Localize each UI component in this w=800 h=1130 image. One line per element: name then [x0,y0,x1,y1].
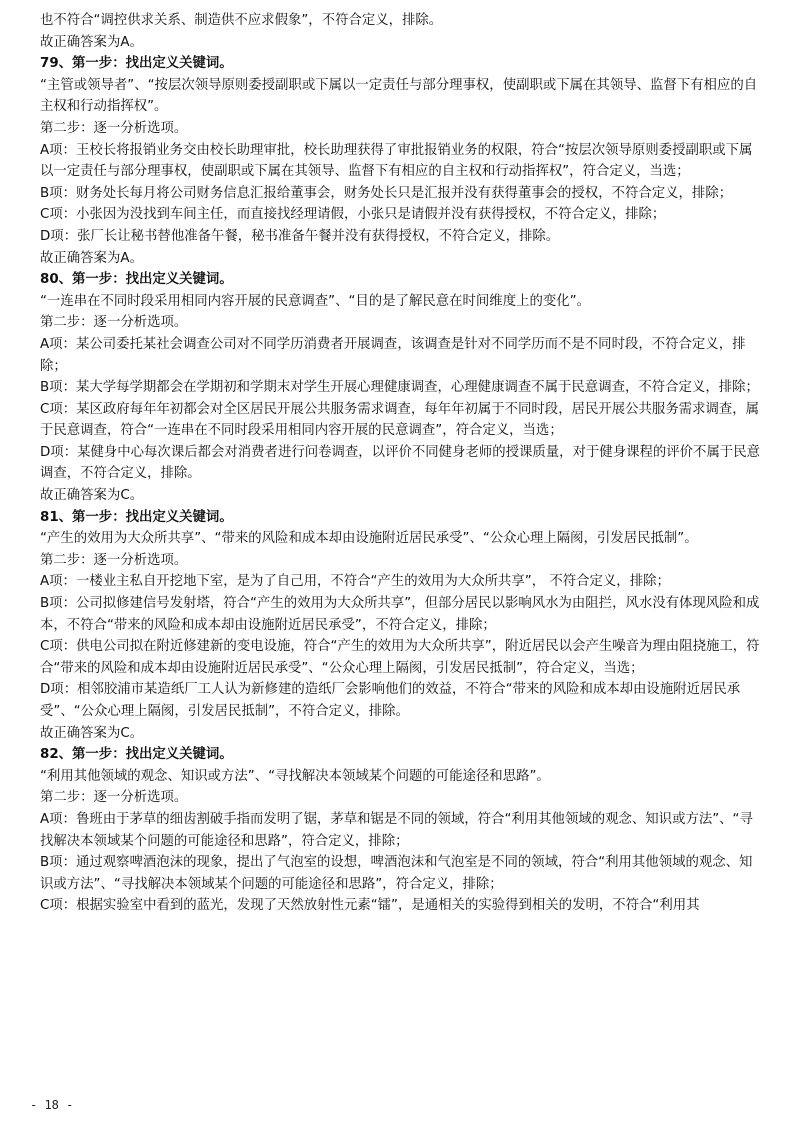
question-heading-text: 、第一步：找出定义关键词。 [58,747,233,763]
paragraph: D项：某健身中心每次课后都会对消费者进行问卷调查，以评价不同健身老师的授课质量，对于健身课程的评价不属于民意调查，不符合定义，排除。 [40,444,761,482]
paragraph: B项：某大学每学期都会在学期初和学期末对学生开展心理健康调查，心理健康调查不属于民意调查，不符合定义，排除； [40,380,759,396]
paragraph: A项：某公司委托某社会调查公司对不同学历消费者开展调查，该调查是针对不同学历而不是不同时段，不符合定义，排除； [40,336,746,374]
paragraph: D项：张厂长让秘书替他准备午餐，秘书准备午餐并没有获得授权，不符合定义，排除。 [40,228,560,244]
question-heading-text: 、第一步：找出定义关键词。 [58,272,233,288]
paragraph: B项：公司拟修建信号发射塔，符合“产生的效用为大众所共享”，但部分居民以影响风水为由阻拦，风水没有体现风险和成本，不符合“带来的风险和成本却由设施附近居民承受”，不符合定义，排除； [40,596,760,633]
paragraph: B项：通过观察啤酒泡沫的现象，提出了气泡室的设想，啤酒泡沫和气泡室是不同的领域，符合“利用其他领域的观念、知识或方法”、“寻找解决本领域某个问题的可能途径和思路”，符合定义，排除； [40,855,753,892]
paragraph: A项：王校长将报销业务交由校长助理审批，校长助理获得了审批报销业务的权限，符合“按层次领导原则委授副职或下属以一定责任与部分理事权，使副职或下属在其领导、监督下有相应的自主权和行动指挥权”，符合定义，当选； [40,142,753,180]
paragraph: 也不符合“调控供求关系、制造供不应求假象”，不符合定义，排除。 [40,13,443,28]
paragraph: C项：根据实验室中看到的蓝光，发现了天然放射性元素“镭”，是通相关的实验得到相关的发明，不符合“利用其 [40,898,700,914]
paragraph: 第二步：逐一分析选项。 [40,120,188,136]
question-heading-text: 、第一步：找出定义关键词。 [58,56,233,72]
question-heading [40,53,764,75]
question-heading [40,507,764,529]
paragraph: 故正确答案为A。 [40,34,143,50]
paragraph: 第二步：逐一分析选项。 [40,552,188,568]
page-number: - 18 - [30,1098,74,1112]
paragraph: “主管或领导者”、“按层次领导原则委授副职或下属以一定责任与部分理事权，使副职或下属在其领导、监督下有相应的自主权和行动指挥权”。 [40,77,758,115]
paragraph: C项：某区政府每年年初都会对全区居民开展公共服务需求调查，每年年初属于不同时段，居民开展公共服务需求调查，属于民意调查，符合“一连串在不同时段采用相同内容开展的民意调查”，符合定义，当选； [40,401,760,439]
paragraph: “产生的效用为大众所共享”、“带来的风险和成本却由设施附近居民承受”、“公众心理上隔阂，引发居民抵制”。 [40,531,698,547]
paragraph: “一连串在不同时段采用相同内容开展的民意调查”、“目的是了解民意在时间维度上的变化”。 [40,293,590,309]
paragraph: B项：财务处长每月将公司财务信息汇报给董事会，财务处长只是汇报并没有获得董事会的授权，不符合定义，排除； [40,185,733,201]
question-number: 79 [40,56,59,72]
paragraph: “利用其他领域的观念、知识或方法”、“寻找解决本领域某个问题的可能途径和思路”。 [40,768,550,784]
question-heading-text: 、第一步：找出定义关键词。 [58,509,233,525]
paragraph: 第二步：逐一分析选项。 [40,790,188,806]
paragraph: C项：小张因为没找到车间主任，而直接找经理请假，小张只是请假并没有获得授权，不符合定义，排除； [40,207,666,223]
paragraph: A项：鲁班由于茅草的细齿割破手指而发明了锯，茅草和锯是不同的领域，符合“利用其他领域的观念、知识或方法”、“寻找解决本领域某个问题的可能途径和思路”，符合定义，排除； [40,811,753,849]
paragraph: 故正确答案为C。 [40,488,144,504]
paragraph: 故正确答案为C。 [40,725,144,741]
paragraph: 第二步：逐一分析选项。 [40,315,188,331]
question-number: 80 [40,272,59,288]
question-heading [40,744,764,766]
question-number: 81 [40,509,59,525]
paragraph: A项：一楼业主私自开挖地下室，是为了自己用，不符合“产生的效用为大众所共享”， 不符合定义，排除； [40,574,670,590]
question-heading [40,269,764,291]
paragraph: 故正确答案为A。 [40,250,143,266]
paragraph: D项：相邻胶浦市某造纸厂工人认为新修建的造纸厂会影响他们的效益，不符合“带来的风险和成本却由设施附近居民承受”、“公众心理上隔阂，引发居民抵制”，不符合定义，排除。 [40,682,741,719]
document-body [40,10,764,917]
question-number: 82 [40,747,59,763]
paragraph: C项：供电公司拟在附近修建新的变电设施，符合“产生的效用为大众所共享”，附近居民以会产生噪音为理由阻挠施工，符合“带来的风险和成本却由设施附近居民承受”、“公众心理上隔阂，引发居民抵制”，符合定义，当选； [40,639,760,676]
